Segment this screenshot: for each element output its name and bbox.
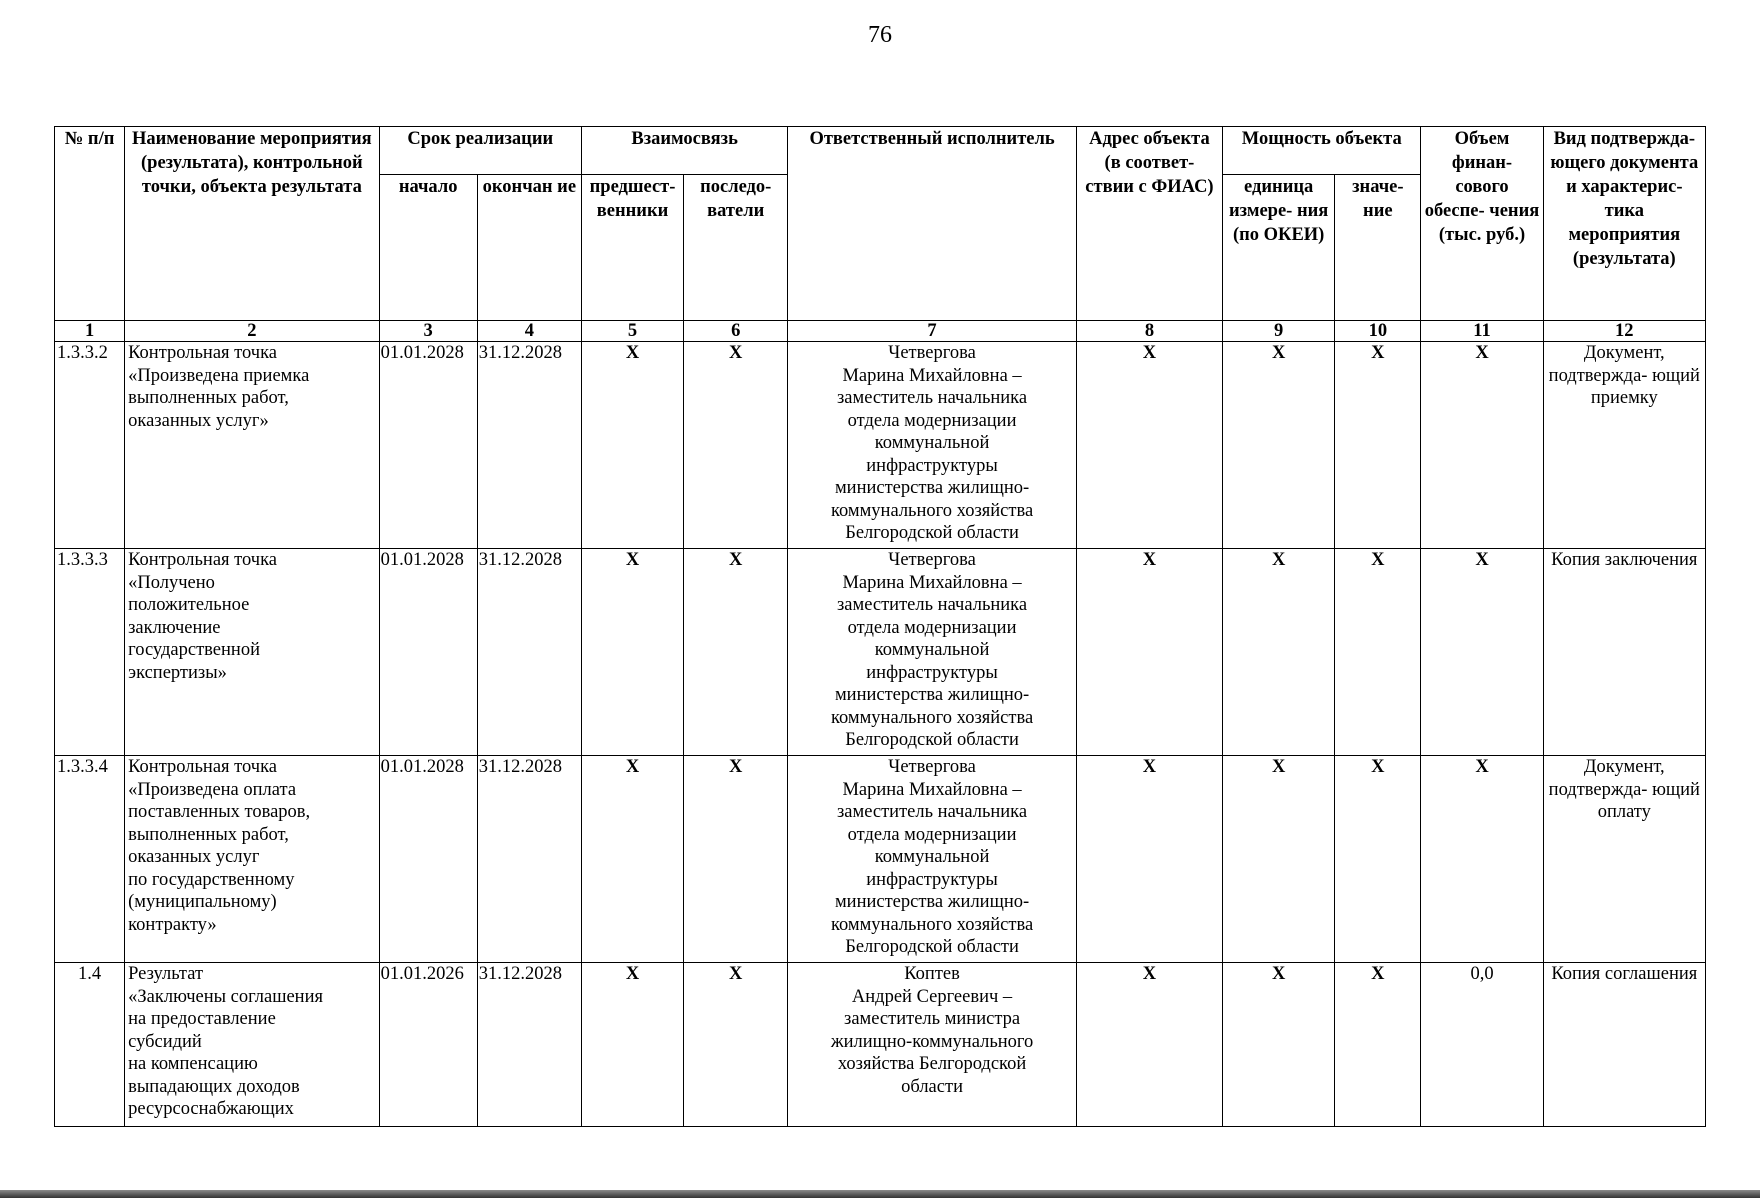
row-document: Копия соглашения bbox=[1543, 963, 1705, 1127]
row-address: X bbox=[1076, 342, 1222, 549]
row-document: Документ, подтвержда- ющий оплату bbox=[1543, 756, 1705, 963]
row-finance: X bbox=[1421, 342, 1543, 549]
row-finance: X bbox=[1421, 756, 1543, 963]
scan-edge-divider bbox=[0, 1190, 1760, 1198]
row-start: 01.01.2028 bbox=[379, 549, 477, 756]
row-value: X bbox=[1335, 963, 1421, 1127]
row-number: 1.3.3.3 bbox=[55, 549, 125, 756]
header-number: № п/п bbox=[55, 127, 125, 321]
row-successors: X bbox=[684, 342, 788, 549]
row-end: 31.12.2028 bbox=[477, 549, 581, 756]
row-predecessors: X bbox=[581, 549, 683, 756]
header-responsible: Ответственный исполнитель bbox=[788, 127, 1077, 321]
row-unit: X bbox=[1223, 756, 1335, 963]
row-value: X bbox=[1335, 342, 1421, 549]
row-end: 31.12.2028 bbox=[477, 756, 581, 963]
row-start: 01.01.2026 bbox=[379, 963, 477, 1127]
row-responsible: Коптев Андрей Сергеевич – заместитель министра жилищно-коммунального хозяйства Белгородской области bbox=[788, 963, 1077, 1127]
header-successors: последо- ватели bbox=[684, 175, 788, 321]
col-number: 11 bbox=[1421, 321, 1543, 342]
row-successors: X bbox=[684, 756, 788, 963]
row-address: X bbox=[1076, 963, 1222, 1127]
header-capacity: Мощность объекта bbox=[1223, 127, 1421, 175]
header-document: Вид подтвержда- ющего документа и характерис- тика мероприятия (результата) bbox=[1543, 127, 1705, 321]
header-name: Наименование мероприятия (результата), контрольной точки, объекта результата bbox=[125, 127, 379, 321]
table-row bbox=[55, 963, 1706, 1127]
row-unit: X bbox=[1223, 342, 1335, 549]
col-number: 9 bbox=[1223, 321, 1335, 342]
row-responsible: Четвергова Марина Михайловна – заместитель начальника отдела модернизации коммунальной инфраструктуры министерства жилищно- коммунального хозяйства Белгородской области bbox=[788, 342, 1077, 549]
row-finance: 0,0 bbox=[1421, 963, 1543, 1127]
row-name: Контрольная точка «Произведена оплата поставленных товаров, выполненных работ, оказанных услуг по государственному (муниципальному) контракту» bbox=[125, 756, 379, 963]
row-finance: X bbox=[1421, 549, 1543, 756]
header-start: начало bbox=[379, 175, 477, 321]
col-number: 6 bbox=[684, 321, 788, 342]
row-end: 31.12.2028 bbox=[477, 342, 581, 549]
row-unit: X bbox=[1223, 549, 1335, 756]
row-end: 31.12.2028 bbox=[477, 963, 581, 1127]
row-successors: X bbox=[684, 549, 788, 756]
page-number: 76 bbox=[868, 22, 892, 48]
col-number: 4 bbox=[477, 321, 581, 342]
row-address: X bbox=[1076, 756, 1222, 963]
row-document: Документ, подтвержда- ющий приемку bbox=[1543, 342, 1705, 549]
row-address: X bbox=[1076, 549, 1222, 756]
row-responsible: Четвергова Марина Михайловна – заместитель начальника отдела модернизации коммунальной инфраструктуры министерства жилищно- коммунального хозяйства Белгородской области bbox=[788, 549, 1077, 756]
col-number: 12 bbox=[1543, 321, 1705, 342]
row-predecessors: X bbox=[581, 756, 683, 963]
row-unit: X bbox=[1223, 963, 1335, 1127]
row-number: 1.3.3.2 bbox=[55, 342, 125, 549]
row-value: X bbox=[1335, 549, 1421, 756]
header-relation: Взаимосвязь bbox=[581, 127, 787, 175]
col-number: 8 bbox=[1076, 321, 1222, 342]
col-number: 5 bbox=[581, 321, 683, 342]
row-name: Результат «Заключены соглашения на предоставление субсидий на компенсацию выпадающих доходов ресурсоснабжающих bbox=[125, 963, 379, 1127]
row-value: X bbox=[1335, 756, 1421, 963]
col-number: 1 bbox=[55, 321, 125, 342]
header-address: Адрес объекта (в соответ- ствии с ФИАС) bbox=[1076, 127, 1222, 321]
row-name: Контрольная точка «Получено положительное заключение государственной экспертизы» bbox=[125, 549, 379, 756]
row-successors: X bbox=[684, 963, 788, 1127]
table-row bbox=[55, 756, 1706, 963]
row-document: Копия заключения bbox=[1543, 549, 1705, 756]
row-responsible: Четвергова Марина Михайловна – заместитель начальника отдела модернизации коммунальной инфраструктуры министерства жилищно- коммунального хозяйства Белгородской области bbox=[788, 756, 1077, 963]
table-row bbox=[55, 342, 1706, 549]
header-term: Срок реализации bbox=[379, 127, 581, 175]
row-number: 1.4 bbox=[55, 963, 125, 1127]
row-name: Контрольная точка «Произведена приемка выполненных работ, оказанных услуг» bbox=[125, 342, 379, 549]
row-start: 01.01.2028 bbox=[379, 756, 477, 963]
col-number: 7 bbox=[788, 321, 1077, 342]
header-value: значе- ние bbox=[1335, 175, 1421, 321]
row-predecessors: X bbox=[581, 963, 683, 1127]
row-number: 1.3.3.4 bbox=[55, 756, 125, 963]
table-row bbox=[55, 549, 1706, 756]
plan-table bbox=[54, 126, 1706, 1127]
header-finance: Объем финан- сового обеспе- чения (тыс. руб.) bbox=[1421, 127, 1543, 321]
col-number: 2 bbox=[125, 321, 379, 342]
row-predecessors: X bbox=[581, 342, 683, 549]
header-end: окончан ие bbox=[477, 175, 581, 321]
row-start: 01.01.2028 bbox=[379, 342, 477, 549]
col-number: 10 bbox=[1335, 321, 1421, 342]
col-number: 3 bbox=[379, 321, 477, 342]
column-numbers-row bbox=[55, 321, 1706, 342]
header-predecessors: предшест- венники bbox=[581, 175, 683, 321]
header-unit: единица измере- ния (по ОКЕИ) bbox=[1223, 175, 1335, 321]
